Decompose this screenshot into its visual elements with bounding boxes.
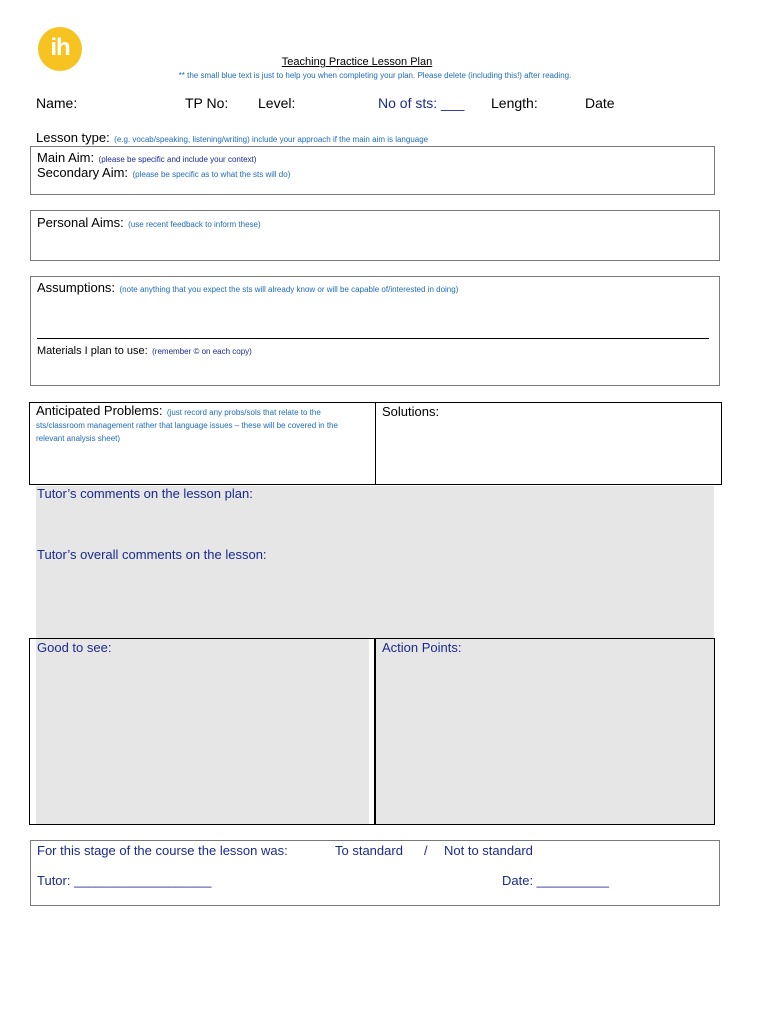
assessment-box[interactable] (30, 840, 720, 906)
problems-label: Anticipated Problems: (36, 403, 163, 418)
materials-label: Materials I plan to use: (37, 345, 148, 357)
length-label: Length: (491, 95, 538, 111)
assumptions-box[interactable] (30, 276, 720, 386)
lesson-type-hint: (e.g. vocab/speaking, listening/writing) include your approach if the main aim is language (114, 135, 429, 144)
secondary-aim-label: Secondary Aim: (37, 165, 129, 180)
date-label: Date (585, 95, 615, 111)
tutor-overall-comments-label: Tutor’s overall comments on the lesson: (37, 547, 267, 562)
solutions-box[interactable] (375, 402, 722, 485)
action-points-label: Action Points: (382, 640, 462, 655)
no-of-sts-label: No of sts: ___ (378, 95, 465, 111)
tp-no-label: TP No: (185, 95, 229, 111)
personal-aims-hint: (use recent feedback to inform these) (128, 220, 261, 229)
main-aim-label: Main Aim: (37, 150, 95, 165)
materials-hint: (remember © on each copy) (152, 347, 252, 356)
anticipated-problems-box[interactable] (29, 402, 376, 485)
secondary-aim-line (37, 164, 290, 182)
not-to-standard-option[interactable]: Not to standard (444, 843, 533, 858)
logo-text: ih (50, 34, 70, 61)
personal-aims-box[interactable] (30, 210, 720, 261)
tutor-signature-field[interactable]: Tutor: ___________________ (37, 873, 212, 888)
action-points-box[interactable] (375, 638, 715, 825)
good-to-see-label: Good to see: (37, 640, 112, 655)
solutions-label: Solutions: (382, 404, 440, 419)
personal-aims-line (37, 214, 261, 232)
assumptions-hint: (note anything that you expect the sts will already know or will be capable of/interested in doing) (119, 285, 459, 294)
secondary-aim-hint: (please be specific as to what the sts will do) (132, 170, 291, 179)
date-field[interactable]: Date: __________ (502, 873, 609, 888)
tutor-comments-area[interactable] (36, 486, 714, 638)
stage-text: For this stage of the course the lesson was: (37, 843, 288, 858)
name-label: Name: (36, 95, 78, 111)
assumptions-label: Assumptions: (37, 280, 116, 295)
good-to-see-box[interactable] (29, 638, 375, 825)
good-to-see-fill (36, 639, 369, 824)
assumptions-divider (37, 338, 709, 339)
assumptions-line (37, 279, 458, 297)
to-standard-option[interactable]: To standard (335, 843, 403, 858)
materials-line (37, 341, 252, 359)
lesson-type-line (36, 129, 428, 147)
personal-aims-label: Personal Aims: (37, 215, 124, 230)
aims-box[interactable] (30, 146, 715, 195)
page-title: Teaching Practice Lesson Plan (281, 56, 433, 68)
problems-text (36, 404, 366, 444)
level-label: Level: (258, 95, 296, 111)
problems-hint: (just record any probs/sols that relate to the sts/classroom management rather that language issues – these will be covered in the relevant analysis sheet) (36, 408, 338, 443)
lesson-type-label: Lesson type: (36, 130, 110, 145)
main-aim-hint: (please be specific and include your context) (98, 155, 257, 164)
option-separator: / (424, 843, 428, 858)
header-note: ** the small blue text is just to help you when completing your plan. Please delete (including this!) after reading. (178, 71, 572, 80)
tutor-plan-comments-label: Tutor’s comments on the lesson plan: (37, 486, 253, 501)
